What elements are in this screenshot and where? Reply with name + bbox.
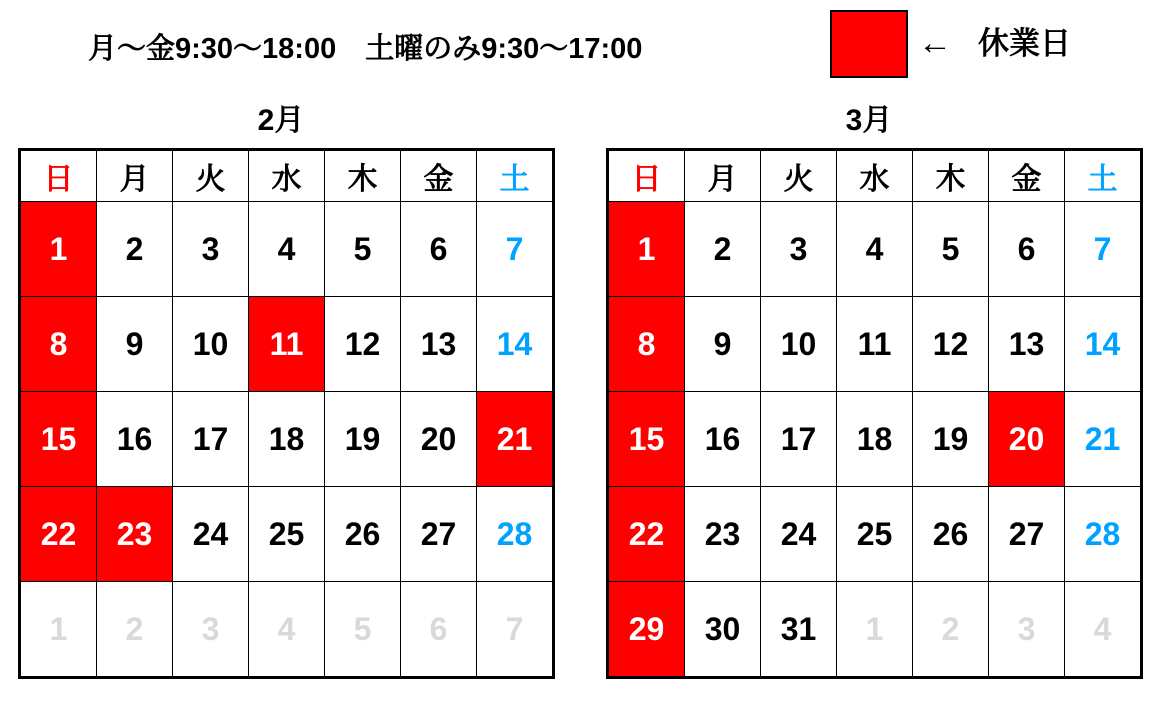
calendar-day: 2: [97, 202, 173, 297]
calendar-day: 26: [325, 487, 401, 582]
calendar-day: 3: [761, 202, 837, 297]
calendar-title: 2月: [257, 104, 305, 137]
calendar-day-holiday: 11: [249, 297, 325, 392]
calendar-day: 10: [761, 297, 837, 392]
calendar-day: 4: [249, 582, 325, 678]
calendar-week-row: [608, 487, 1142, 582]
calendar-day: 17: [173, 392, 249, 487]
weekday-header-3: 水: [249, 150, 325, 202]
weekday-header-1: 月: [97, 150, 173, 202]
calendar-day: 13: [401, 297, 477, 392]
calendar-day: 28: [1065, 487, 1142, 582]
calendar-day: 1: [20, 582, 97, 678]
calendar-day: 2: [97, 582, 173, 678]
calendar-body: [608, 202, 1142, 678]
calendar-grid: [606, 148, 1143, 679]
calendar-day: 24: [173, 487, 249, 582]
calendar-day: 13: [989, 297, 1065, 392]
calendar-day-holiday: 22: [608, 487, 685, 582]
calendar-day: 20: [401, 392, 477, 487]
calendar-day-holiday: 1: [608, 202, 685, 297]
calendar-day: 16: [685, 392, 761, 487]
weekday-header-2: 火: [173, 150, 249, 202]
calendar-february: [18, 104, 555, 679]
calendar-day: 6: [989, 202, 1065, 297]
calendar-day: 7: [1065, 202, 1142, 297]
calendar-day: 24: [761, 487, 837, 582]
calendar-day: 1: [837, 582, 913, 678]
weekday-header-3: 水: [837, 150, 913, 202]
calendar-day: 6: [401, 582, 477, 678]
calendar-day: 14: [477, 297, 554, 392]
calendar-day: 5: [325, 582, 401, 678]
calendar-body: [20, 202, 554, 678]
calendar-grid: [18, 148, 555, 679]
calendar-day: 25: [249, 487, 325, 582]
calendar-week-row: [608, 297, 1142, 392]
calendar-day: 25: [837, 487, 913, 582]
weekday-header-6: 土: [477, 150, 554, 202]
calendar-day-holiday: 29: [608, 582, 685, 678]
calendar-day: 5: [913, 202, 989, 297]
weekday-header-4: 木: [325, 150, 401, 202]
calendar-march: [606, 104, 1143, 679]
calendar-week-row: [20, 202, 554, 297]
calendar-day-holiday: 21: [477, 392, 554, 487]
calendar-day: 4: [1065, 582, 1142, 678]
calendar-day: 17: [761, 392, 837, 487]
weekday-header-4: 木: [913, 150, 989, 202]
calendar-day: 26: [913, 487, 989, 582]
calendar-day-holiday: 23: [97, 487, 173, 582]
calendar-day-holiday: 1: [20, 202, 97, 297]
calendar-day: 3: [173, 582, 249, 678]
business-hours-text: 月～金9:30～18:00 土曜のみ9:30～17:00: [88, 33, 643, 65]
weekday-header-row: [608, 150, 1142, 202]
calendar-day: 11: [837, 297, 913, 392]
calendar-day: 5: [325, 202, 401, 297]
calendar-week-row: [20, 297, 554, 392]
calendar-week-row: [20, 582, 554, 678]
calendar-day: 10: [173, 297, 249, 392]
calendar-day: 4: [249, 202, 325, 297]
weekday-header-2: 火: [761, 150, 837, 202]
header-bar: [0, 0, 1150, 100]
calendar-day: 2: [913, 582, 989, 678]
calendar-day: 21: [1065, 392, 1142, 487]
calendar-day: 23: [685, 487, 761, 582]
weekday-header-row: [20, 150, 554, 202]
calendar-day: 6: [401, 202, 477, 297]
calendar-day-holiday: 8: [608, 297, 685, 392]
calendar-day: 3: [173, 202, 249, 297]
calendar-day: 9: [685, 297, 761, 392]
calendar-day: 2: [685, 202, 761, 297]
calendar-day: 16: [97, 392, 173, 487]
calendar-day: 14: [1065, 297, 1142, 392]
holiday-legend-swatch: [830, 10, 908, 78]
calendar-day: 27: [989, 487, 1065, 582]
calendar-day-holiday: 15: [608, 392, 685, 487]
calendar-day: 27: [401, 487, 477, 582]
calendar-week-row: [20, 487, 554, 582]
weekday-header-6: 土: [1065, 150, 1142, 202]
calendar-title: 3月: [845, 104, 893, 137]
calendar-day: 12: [913, 297, 989, 392]
calendar-day: 7: [477, 202, 554, 297]
calendar-day-holiday: 22: [20, 487, 97, 582]
calendar-day: 30: [685, 582, 761, 678]
calendar-week-row: [608, 202, 1142, 297]
left-arrow-icon: ←: [918, 24, 952, 62]
weekday-header-1: 月: [685, 150, 761, 202]
calendar-day: 19: [913, 392, 989, 487]
holiday-legend-label: 休業日: [978, 26, 1071, 61]
calendar-week-row: [608, 392, 1142, 487]
calendar-day: 9: [97, 297, 173, 392]
calendar-day-holiday: 20: [989, 392, 1065, 487]
weekday-header-0: 日: [20, 150, 97, 202]
calendar-day: 19: [325, 392, 401, 487]
calendar-day: 28: [477, 487, 554, 582]
calendar-day: 7: [477, 582, 554, 678]
calendar-day: 4: [837, 202, 913, 297]
calendar-day: 3: [989, 582, 1065, 678]
weekday-header-5: 金: [989, 150, 1065, 202]
calendar-day: 31: [761, 582, 837, 678]
weekday-header-0: 日: [608, 150, 685, 202]
calendar-day: 18: [249, 392, 325, 487]
calendar-week-row: [20, 392, 554, 487]
calendar-day-holiday: 8: [20, 297, 97, 392]
weekday-header-5: 金: [401, 150, 477, 202]
calendar-week-row: [608, 582, 1142, 678]
calendar-day: 12: [325, 297, 401, 392]
calendar-day: 18: [837, 392, 913, 487]
calendar-day-holiday: 15: [20, 392, 97, 487]
